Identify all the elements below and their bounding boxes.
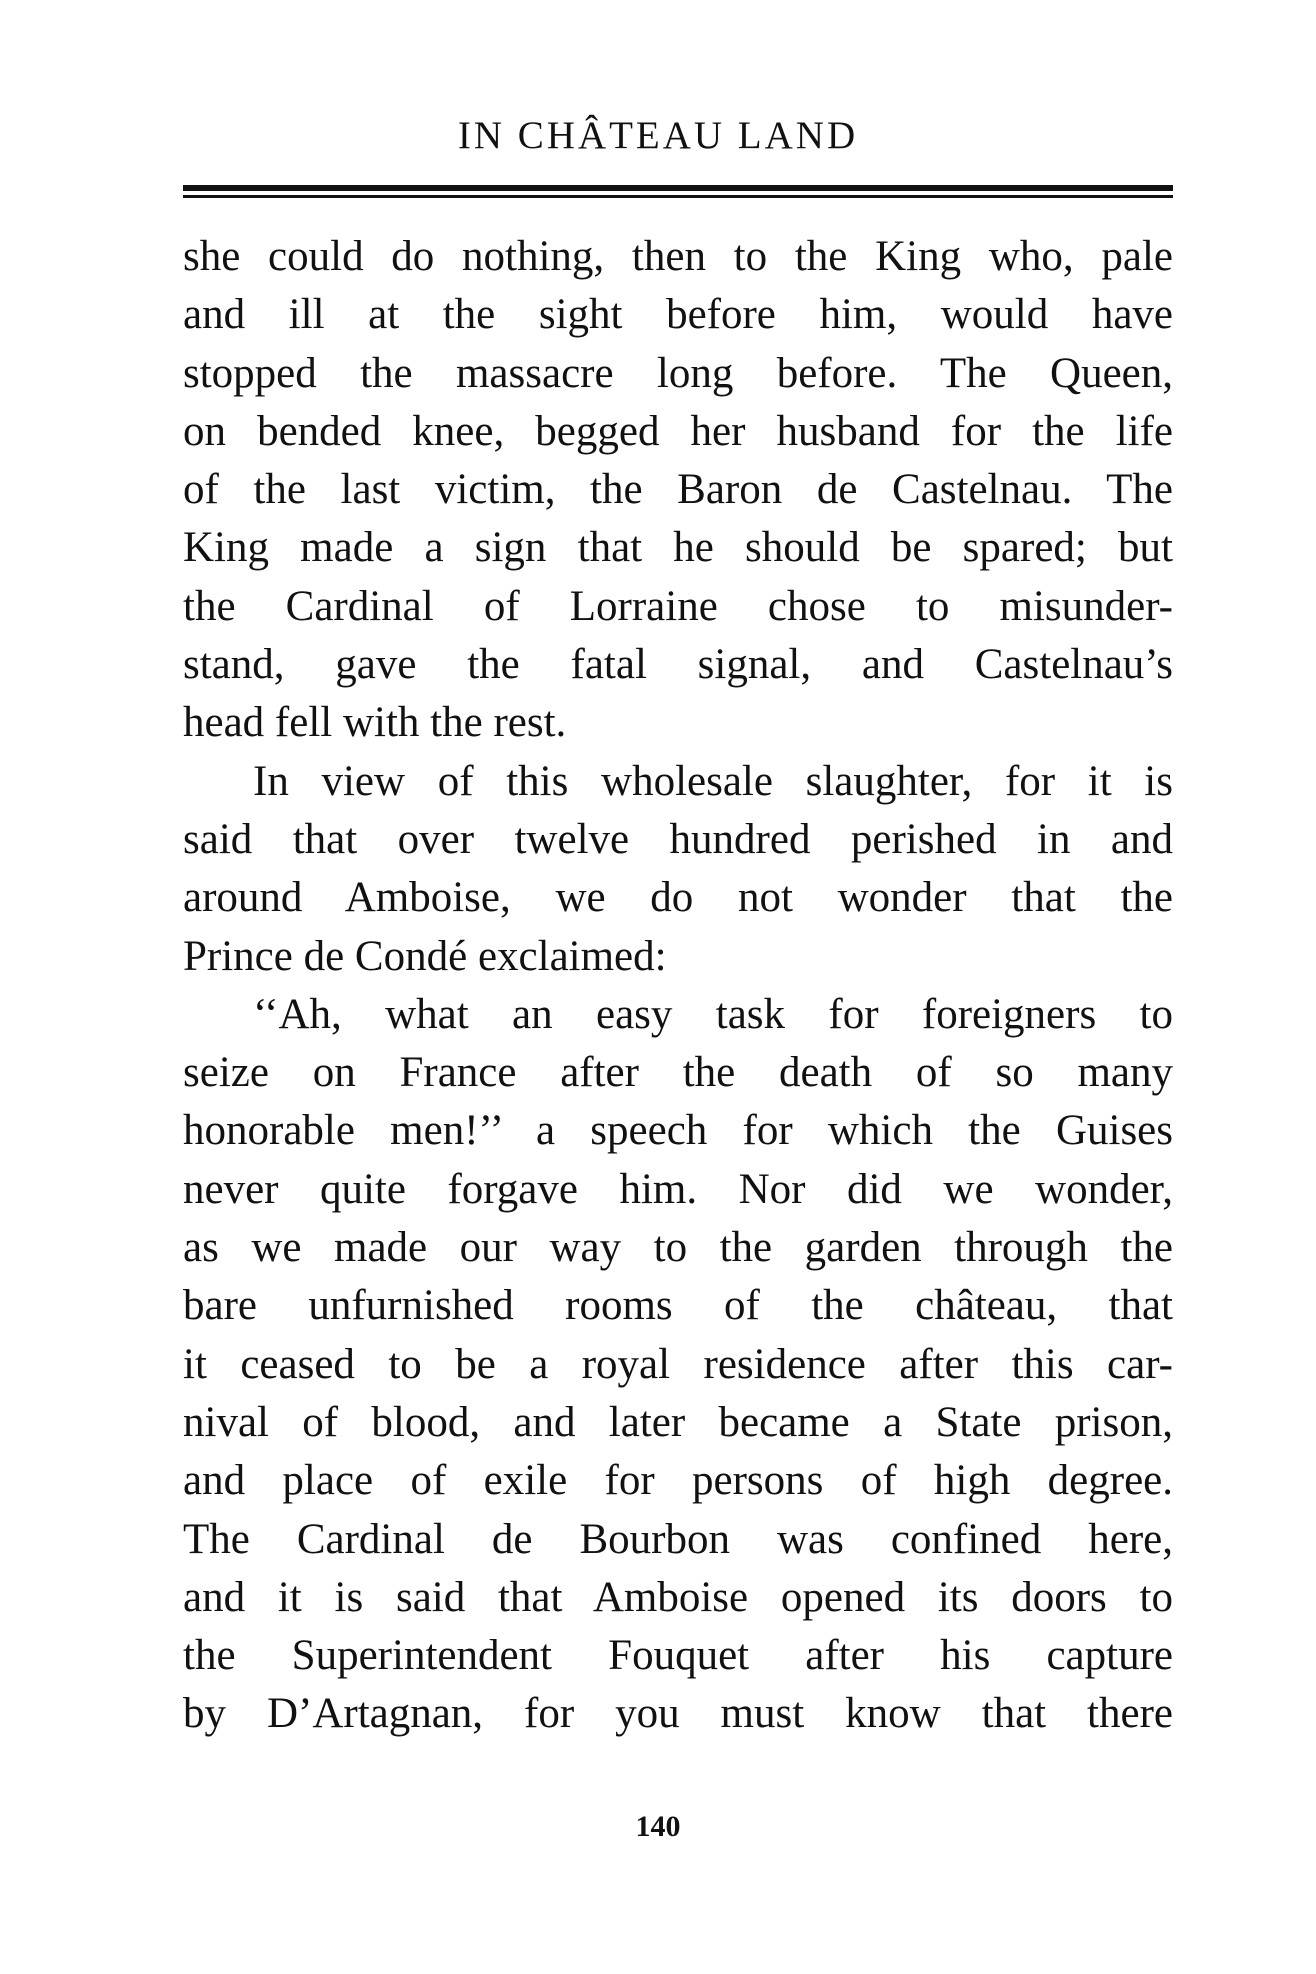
header-rule-thin — [183, 195, 1173, 198]
text-line: and it is said that Amboise opened its doors to — [183, 1573, 1173, 1621]
text-line: and place of exile for persons of high degree. — [183, 1457, 1173, 1505]
running-title: IN CHÂTEAU LAND — [457, 114, 859, 157]
text-line: stopped the massacre long before. The Queen, — [183, 349, 1173, 397]
text-line: stand, gave the fatal signal, and Castelnau’s — [183, 641, 1173, 689]
text-line: bare unfurnished rooms of the château, that — [183, 1282, 1173, 1330]
text-line: she could do nothing, then to the King who, pale — [183, 233, 1173, 280]
text-line: of the last victim, the Baron de Castelnau. The — [183, 466, 1173, 514]
text-line: nival of blood, and later became a State prison, — [183, 1398, 1173, 1446]
text-line: ‘‘Ah, what an easy task for foreigners to — [253, 990, 1173, 1038]
text-line: by D’Artagnan, for you must know that there — [183, 1690, 1173, 1738]
text-line: The Cardinal de Bourbon was confined here, — [183, 1515, 1173, 1563]
text-line: the Superintendent Fouquet after his capture — [183, 1632, 1173, 1680]
header-rule-thick — [183, 185, 1173, 191]
text-line: Prince de Condé exclaimed: — [183, 932, 667, 980]
body-text — [183, 228, 1173, 1744]
text-line: In view of this wholesale slaughter, for it is — [253, 757, 1173, 805]
text-line: as we made our way to the garden through the — [183, 1224, 1173, 1272]
header-rule — [183, 185, 1173, 205]
text-line: King made a sign that he should be spared; but — [183, 524, 1173, 572]
text-line: it ceased to be a royal residence after this car- — [183, 1340, 1173, 1388]
text-line: head fell with the rest. — [183, 699, 567, 747]
text-line: seize on France after the death of so many — [183, 1049, 1173, 1097]
text-line: never quite forgave him. Nor did we wonder, — [183, 1165, 1173, 1213]
text-line: said that over twelve hundred perished in and — [183, 815, 1173, 863]
text-line: around Amboise, we do not wonder that the — [183, 874, 1173, 922]
text-line: honorable men!’’ a speech for which the Guises — [183, 1107, 1173, 1155]
text-line: on bended knee, begged her husband for the life — [183, 407, 1173, 455]
text-line: and ill at the sight before him, would have — [183, 291, 1173, 339]
text-line: the Cardinal of Lorraine chose to misunder- — [183, 582, 1173, 630]
page-number: 140 — [635, 1810, 681, 1843]
